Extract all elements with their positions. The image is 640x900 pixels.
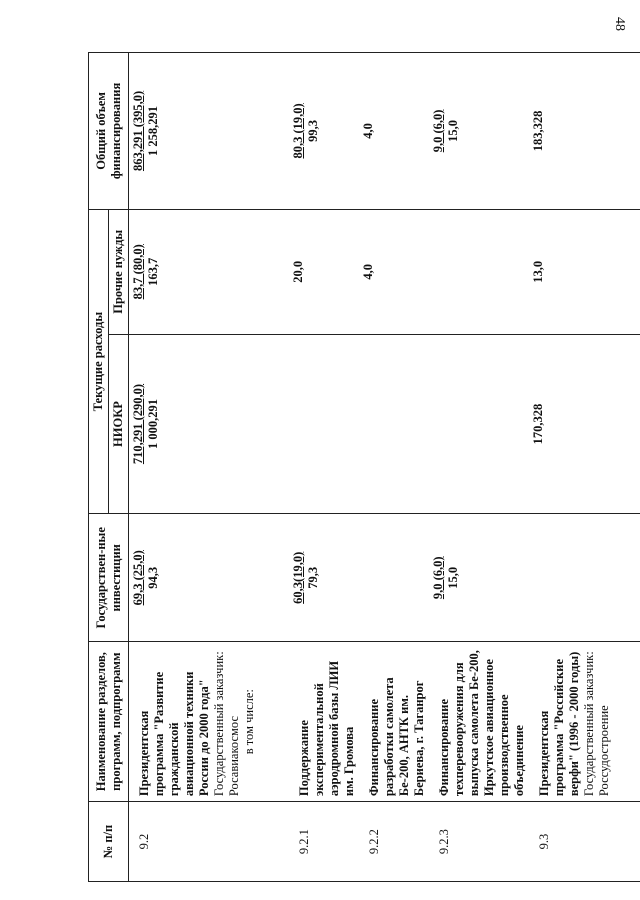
total-value: 15,0 xyxy=(446,120,460,142)
row-number: 9.2.2 xyxy=(359,802,429,882)
row-number: 9.2.1 xyxy=(289,802,359,882)
niokr-cell xyxy=(429,334,529,514)
other-cell xyxy=(359,209,429,334)
other-cell xyxy=(529,209,640,334)
row-name xyxy=(529,642,640,802)
header-current: Текущие расходы xyxy=(89,209,109,513)
table-row xyxy=(529,53,640,882)
invest-value-underlined: 9,0 (6,0) xyxy=(431,556,445,600)
total-cell xyxy=(129,53,290,210)
row-title: Поддержание экспериментальной аэродромной базы ЛИИ им. Громова xyxy=(297,660,356,797)
total-value: 4,0 xyxy=(361,123,375,139)
invest-value: 15,0 xyxy=(446,566,460,589)
invest-value-underlined: 69,3 (25,0) xyxy=(131,550,145,606)
invest-value-underlined: 60,3(19,0) xyxy=(291,551,305,604)
niokr-value: 1 000,291 xyxy=(146,399,160,450)
header-total: Общий объем финансирования xyxy=(89,53,129,210)
row-customer: Государственный заказчик: Россудостроение xyxy=(582,651,611,797)
invest-cell xyxy=(359,514,429,642)
header-niokr: НИОКР xyxy=(109,334,129,514)
table-row xyxy=(289,53,359,882)
header-name: Наименование разделов, программ, подпрограмм xyxy=(89,642,129,802)
total-cell xyxy=(529,53,640,210)
total-value-underlined: 80,3 (19,0) xyxy=(291,103,305,159)
other-value: 163,7 xyxy=(146,257,160,286)
invest-cell xyxy=(429,514,529,642)
other-cell xyxy=(129,209,290,334)
row-number: 9.2 xyxy=(129,802,290,882)
row-name xyxy=(429,642,529,802)
header-other: Прочие нужды xyxy=(109,209,129,334)
row-customer: Государственный заказчик: Росавиакосмос xyxy=(212,651,241,797)
niokr-value: 170,328 xyxy=(531,403,545,445)
other-value-underlined: 83,7 (80,0) xyxy=(131,244,145,300)
row-title: Финансирование разработки самолета Бе-200, АНТК им. Бериева, г. Таганрог xyxy=(367,677,426,797)
total-cell xyxy=(429,53,529,210)
row-title: Президентская программа "Российские верфи" (1996 - 2000 годы) xyxy=(537,651,581,797)
niokr-cell xyxy=(289,334,359,514)
row-number: 9.2.3 xyxy=(429,802,529,882)
niokr-cell xyxy=(359,334,429,514)
total-cell xyxy=(359,53,429,210)
total-value: 1 258,291 xyxy=(146,105,160,156)
row-note: в том числе: xyxy=(242,689,256,755)
niokr-cell xyxy=(129,334,290,514)
invest-cell xyxy=(529,514,640,642)
invest-cell xyxy=(129,514,290,642)
row-name xyxy=(359,642,429,802)
header-num: № п/п xyxy=(89,802,129,882)
financing-table xyxy=(88,52,640,882)
niokr-cell xyxy=(529,334,640,514)
other-value: 13,0 xyxy=(531,260,545,283)
table-row xyxy=(359,53,429,882)
page-number: 48 xyxy=(612,17,627,31)
row-name xyxy=(289,642,359,802)
invest-value: 94,3 xyxy=(146,566,160,589)
total-value-underlined: 9,0 (6,0) xyxy=(431,109,445,153)
niokr-value-underlined: 710,291 (290,0) xyxy=(131,383,145,465)
invest-cell xyxy=(289,514,359,642)
total-value-underlined: 863,291 (395,0) xyxy=(131,90,145,172)
total-value: 183,328 xyxy=(531,110,545,152)
row-number: 9.3 xyxy=(529,802,640,882)
other-cell xyxy=(429,209,529,334)
other-cell xyxy=(289,209,359,334)
row-title: Финансирование техперевооружения для выпуска самолета Бе-200, Иркутское авиационное производственное объединение xyxy=(437,650,526,797)
total-value: 99,3 xyxy=(306,120,320,142)
table-row xyxy=(429,53,529,882)
header-invest: Государствен-ные инвестиции xyxy=(89,514,129,642)
row-title: Президентская программа "Развитие гражданской авиационной техники России до 2000 года" xyxy=(137,671,211,797)
total-cell xyxy=(289,53,359,210)
other-value: 4,0 xyxy=(361,263,375,280)
rotated-sheet xyxy=(88,52,618,882)
row-name xyxy=(129,642,290,802)
invest-value: 79,3 xyxy=(306,566,320,589)
other-value: 20,0 xyxy=(291,260,305,283)
table-row xyxy=(129,53,290,882)
